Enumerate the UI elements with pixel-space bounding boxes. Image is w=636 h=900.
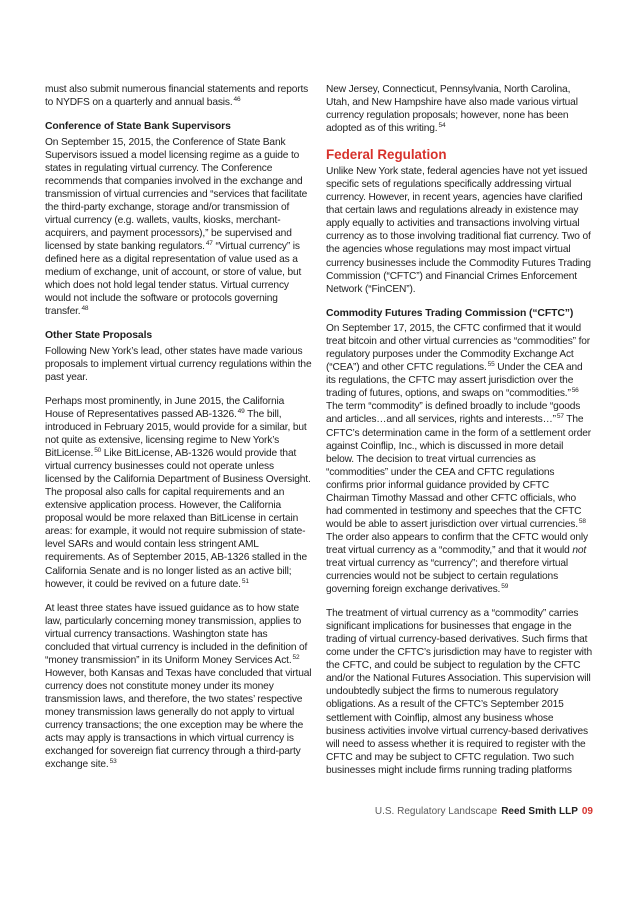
footnote-ref[interactable]: 53 — [109, 758, 117, 766]
paragraph: Following New York’s lead, other states have made various proposals to implement virtual currency regulations within the past year. — [45, 345, 312, 383]
footnote-ref[interactable]: 55 — [487, 361, 495, 369]
footer-brand: Reed Smith LLP — [501, 806, 578, 817]
footnote-ref[interactable]: 57 — [556, 413, 564, 421]
footnote-ref[interactable]: 54 — [438, 122, 446, 130]
emphasis: not — [572, 544, 587, 556]
page-number: 09 — [581, 806, 593, 817]
page-footer — [300, 806, 593, 817]
footnote-ref[interactable]: 52 — [292, 653, 300, 661]
paragraph: Perhaps most prominently, in June 2015, the California House of Representatives passed AB-1326.49 The bill, introduced in February 2015, would provide for a similar, but not quite as extensive, licensing regime to New York’s BitLicense.$^{50}$ Like BitLicense, AB-1326 would provide that virtual currency businesses could not operate unless licensed by the California Department of Business Oversight. The proposal also calls for capital requirements and an extensive application process. However, the California proposal would be more relaxed than BitLicense in certain areas: for example, it would not require submission of state-level SARs and would contain less stringent AML requirements. As of September 2015, AB-1326 stalled in the California Senate and is no longer listed as an active bill; however, it could be revived on a future date.$^{51}$ — [45, 395, 311, 590]
footnote-ref[interactable]: 46 — [233, 96, 241, 104]
section-heading: Conference of State Bank Supervisors — [45, 121, 231, 133]
section-title: Federal Regulation — [326, 147, 447, 163]
footnote-ref[interactable]: 51 — [241, 577, 249, 585]
paragraph: New Jersey, Connecticut, Pennsylvania, North Carolina, Utah, and New Hampshire have also made various virtual currency regulation proposals; however, none has been adopted as of this writing.$^{54}$ — [326, 84, 578, 135]
left-column — [45, 83, 312, 782]
paragraph: The treatment of virtual currency as a “commodity” carries significant implications for businesses that engage in the trading of virtual currency-based derivatives. Such firms that come under the CFTC’s jurisdiction may have to register with the CFTC, and could be subject to regulation by the CFTC and/or the National Futures Association. This supervision will undoubtedly subject the firms to numerous regulatory obligations. As a result of the CFTC’s September 2015 settlement with Coinflip, almost any business whose business activities involve virtual currency-based derivatives will need to assess whether it is required to register with the CFTC and may be subject to CFTC regulation. Two such businesses might include firms running trading platforms — [326, 608, 592, 776]
footnote-ref[interactable]: 58 — [578, 517, 586, 525]
footnote-ref[interactable]: 56 — [571, 387, 579, 395]
paragraph: On September 17, 2015, the CFTC confirmed that it would treat bitcoin and other virtual currencies as “commodities” for regulatory purposes under the Commodity Exchange Act (“CEA”) and other CFTC regulations.$^{55}$ Under the CEA and its regulations, the CFTC may assert jurisdiction over the trading of futures, options, and swaps on “commodities.”$^{56}$ The term “commodity” is defined broadly to include “goods and articles…and all services, rights and interests…”$^{57}$ The CFTC’s determination came in the form of a settlement order against Coinflip, Inc., which is discussed in more detail below. The decision to treat virtual currencies as “commodities” under the CEA and CFTC regulations confirms prior informal guidance provided by CFTC Chairman Timothy Massad and other CFTC officials, who had commented in testimony and speeches that the CFTC would be able to assert jurisdiction over virtual currencies.$^{58}$ The order also appears to confirm that the CFTC would only treat virtual currency as a “commodity,” and that it would not treat virtual currency as “currency”; and therefore virtual currencies would not be subject to certain regulations governing foreign exchange derivatives.$^{59}$ — [326, 323, 592, 596]
section-heading: Other State Proposals — [45, 330, 153, 342]
section-heading: Commodity Futures Trading Commission (“CFTC”) — [326, 307, 574, 319]
footnote-ref[interactable]: 49 — [237, 407, 245, 415]
paragraph: At least three states have issued guidance as to how state law, particularly concerning money transmission, applies to virtual currency transactions. Washington state has concluded that virtual currency is included in the definition of “money transmission” in its Uniform Money Services Act.$^{52}$ However, both Kansas and Texas have concluded that virtual currency does not constitute money under its money transmission laws, and therefore, the two states’ respective money transmission laws generally do not apply to virtual currency transactions; the one exception may be where the acts may apply is transactions in which virtual currency is exchanged for sovereign fiat currency through a third-party exchange site.$^{53}$ — [45, 602, 312, 771]
footnote-ref[interactable]: 50 — [94, 447, 102, 455]
paragraph: must also submit numerous financial statements and reports to NYDFS on a quarterly and annual basis.$^{46}$ — [45, 84, 309, 109]
footnote-ref[interactable]: 59 — [501, 583, 509, 591]
paragraph: Unlike New York state, federal agencies have not yet issued specific sets of regulations specifically addressing virtual currency. However, in recent years, agencies have clarified that certain laws and regulations already in existence may apply equally to activities and transactions involving virtual currency as to those involving traditional fiat currency. Two of the agencies whose regulations may most impact virtual currency businesses include the Commodity Futures Trading Commission (“CFTC”) and Financial Crimes Enforcement Network (“FinCEN”). — [326, 166, 591, 295]
right-column — [326, 83, 593, 788]
footnote-ref[interactable]: 48 — [81, 305, 89, 313]
footer-section-label: U.S. Regulatory Landscape — [374, 806, 498, 817]
footnote-ref[interactable]: 47 — [205, 239, 213, 247]
paragraph: On September 15, 2015, the Conference of State Bank Supervisors issued a model licensing regime as a guide to states in regulating virtual currency. The Conference recommends that companies involved in the exchange and transmission of virtual currencies and “services that facilitate the third-party exchange, storage and/or transmission of virtual currency (e.g. wallets, vaults, kiosks, merchant-acquirers, and payment processors),” be supervised and licensed by state banking regulators.$^{47}$ “Virtual currency” is defined here as a digital representation of value used as a medium of exchange, unit of account, or store of value, but which does not hold legal tender status. Virtual currency would not include the software or protocols governing transfer.$^{48}$ — [45, 136, 308, 318]
